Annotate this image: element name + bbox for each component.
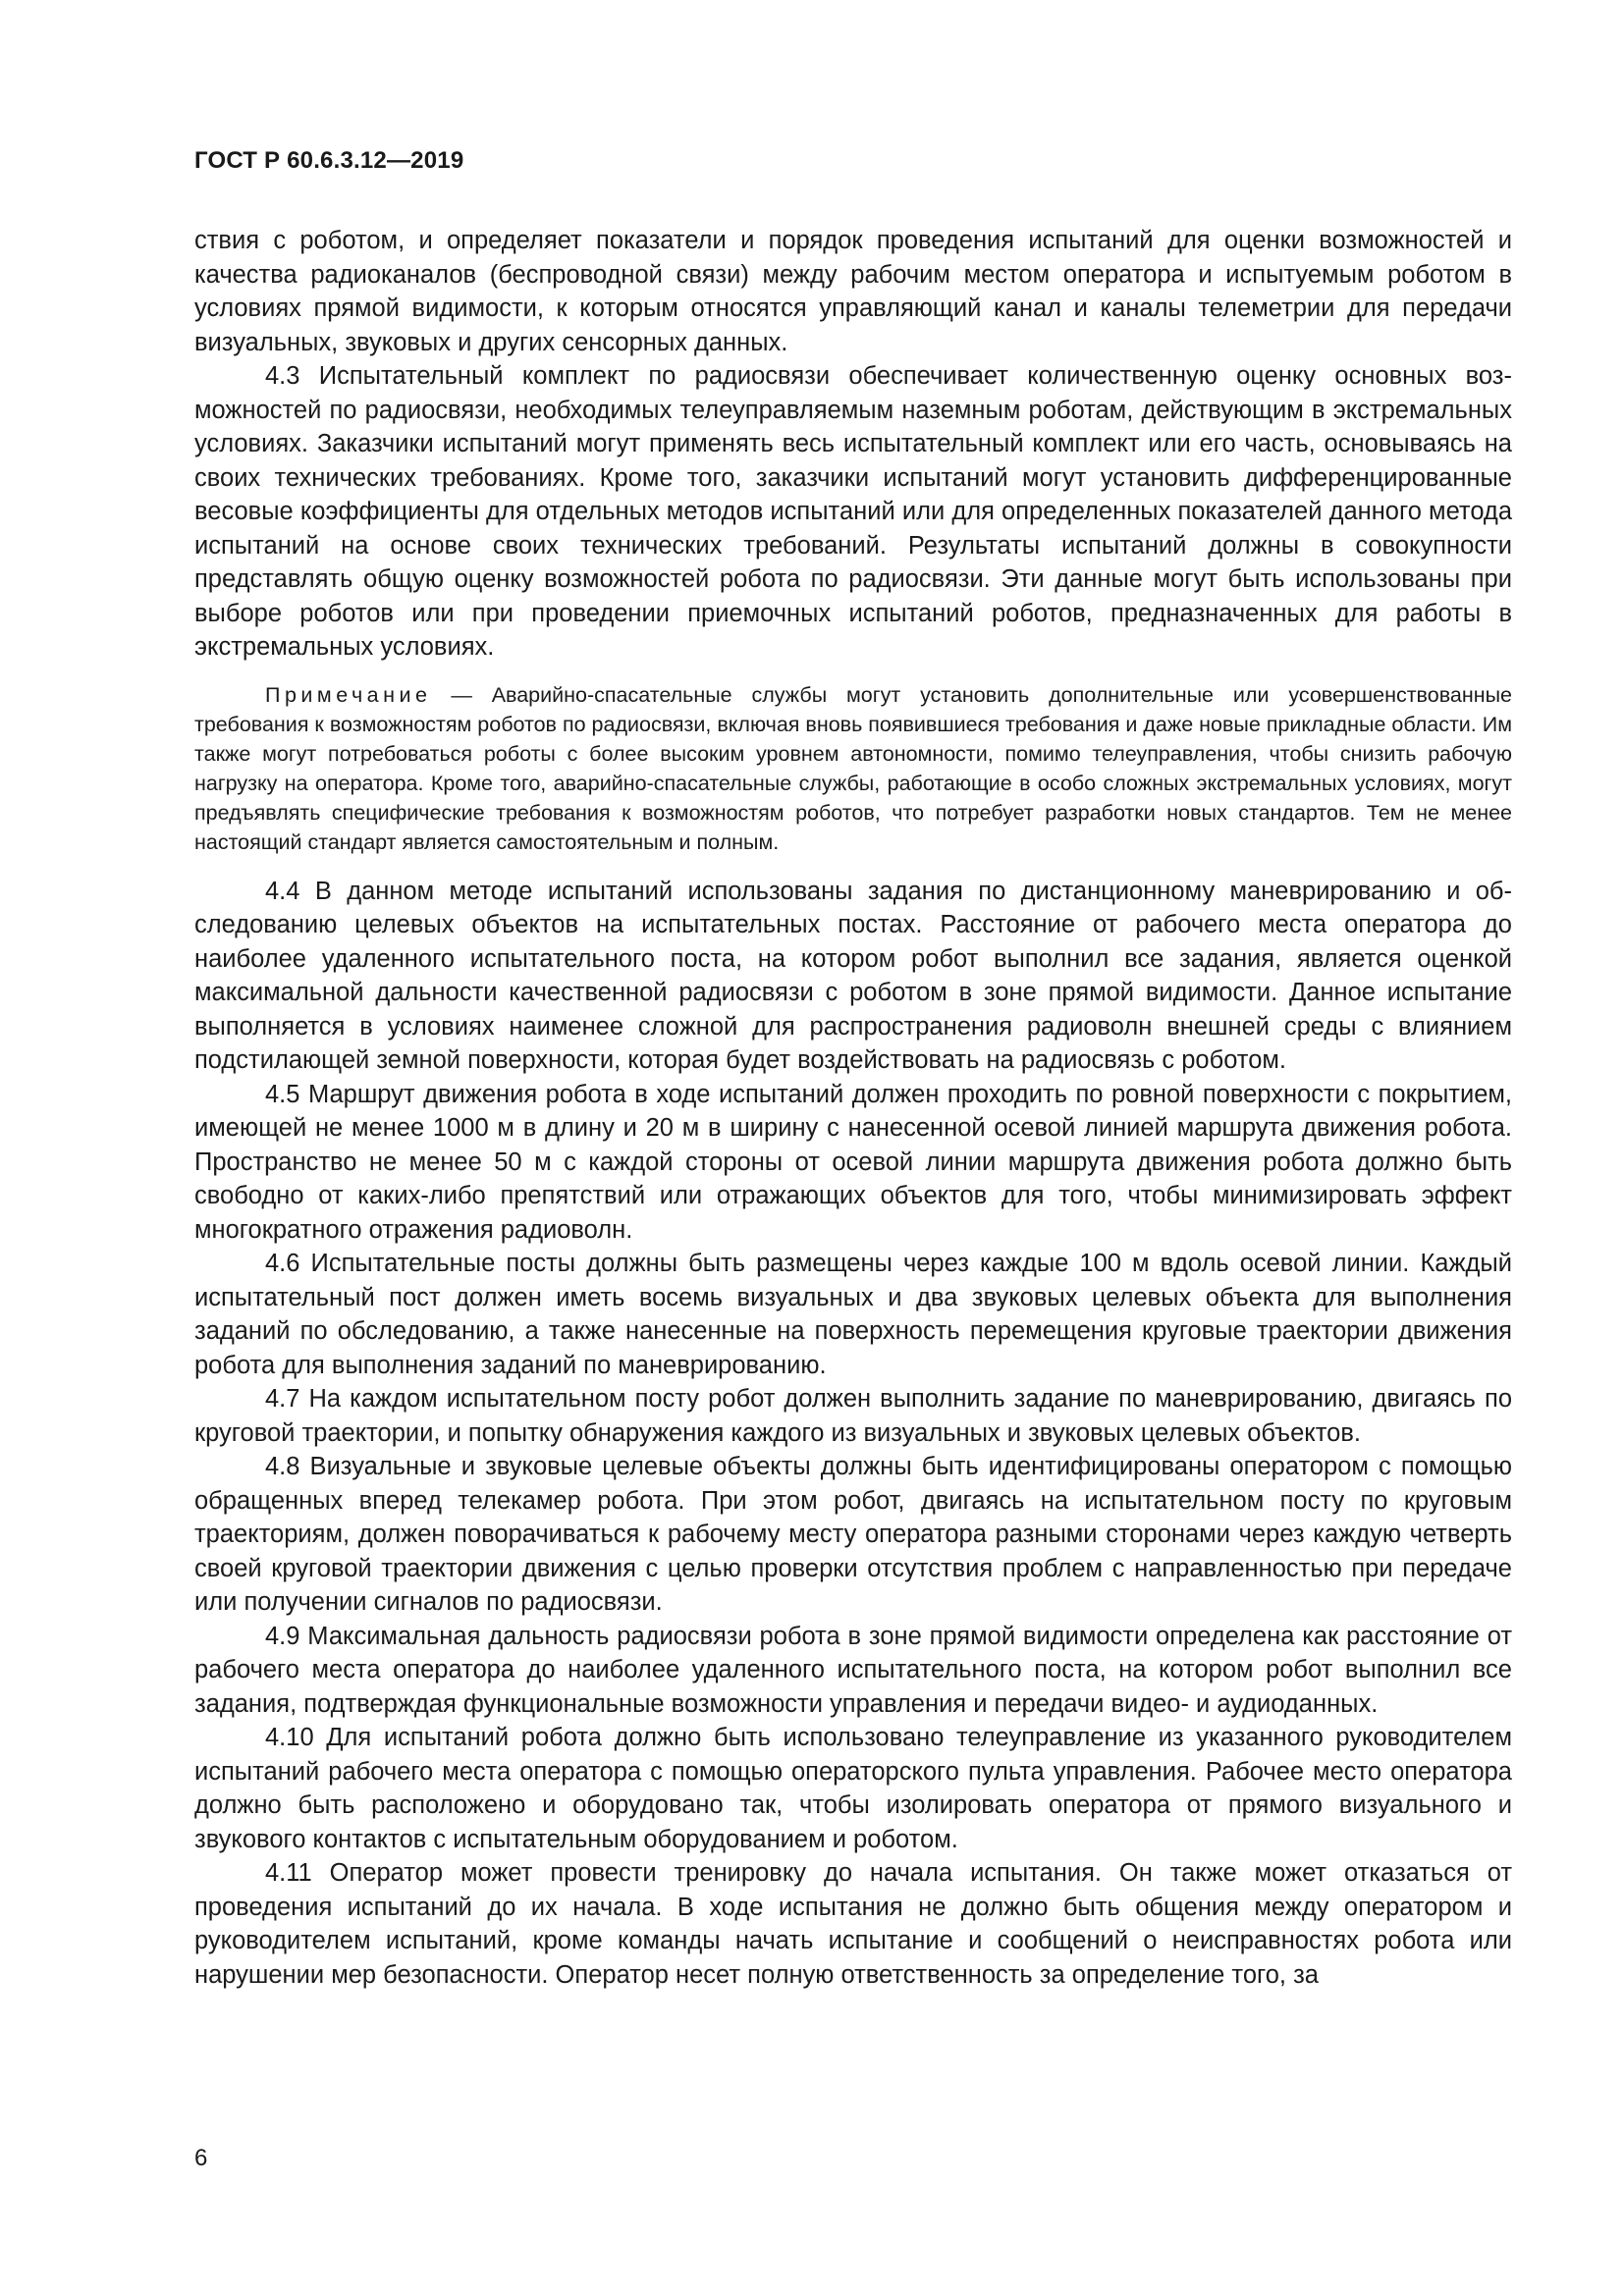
page-number: 6 [194,2145,208,2171]
clause-4-5: 4.5 Маршрут движения робота в ходе испытаний должен проходить по ровной поверхности с покрытием, имеющей не менее 1000 м в длину и 20 м в ширину с нанесенной осевой линией маршрута движения робота. Пространство не менее 50 м с каждой стороны от осевой линии маршрута движения робота должно быть свободно от каких-либо препятствий или отражающих объектов для того, чтобы минимизировать эффект многократного отражения радиоволн. [194,1080,1512,1244]
clause-4-8: 4.8 Визуальные и звуковые целевые объекты должны быть идентифицированы оператором с помощью обращенных вперед телекамер робота. При этом робот, двигаясь на испытательном посту по круговым траекториям, должен поворачиваться к рабочему месту оператора разными сторонами через каждую четверть своей круговой траектории движения с целью проверки отсутствия проблем с направленностью при передаче или получении сигналов по радиосвязи. [194,1453,1512,1616]
clause-4-7: 4.7 На каждом испытательном посту робот должен выполнить задание по маневрированию, двигаясь по круговой траектории, и попытку обнаружения каждого из визуальных и звуковых целевых объектов. [194,1385,1512,1447]
paragraph-continuation: ствия с роботом, и определяет показатели и порядок проведения испытаний для оценки возможностей и качества радиоканалов (беспроводной связи) между рабочим местом оператора и испытуемым роботом в условиях прямой видимости, к которым относятся управляющий канал и каналы телеметрии для передачи визуальных, звуковых и других сенсорных данных. [194,227,1512,356]
clause-4-11: 4.11 Оператор может провести тренировку до начала испытания. Он также может отказаться от проведения испытаний до их начала. В ходе испытания не должно быть общения между оператором и руководителем испытаний, кроме команды начать испытание и сообщений о неисправностях робота или нарушении мер безопасности. Оператор несет полную ответственность за определение того, за [194,1859,1512,1989]
note [194,680,1512,857]
note-label: Примечание [265,682,432,707]
document-header: ГОСТ Р 60.6.3.12—2019 [194,147,464,174]
clause-4-4: 4.4 В данном методе испытаний использованы задания по дистанционному маневрированию и обследованию целевых объектов на испытательных постах. Расстояние от рабочего места оператора до наиболее удаленного испытательного поста, на котором робот выполнил все задания, является оценкой максимальной дальности качественной радиосвязи с роботом в зоне прямой видимости. Данное испытание выполняется в условиях наименее сложной для распространения радиоволн внешней среды с влиянием подстилающей земной поверхности, которая будет воздействовать на радиосвязь с роботом. [194,877,1512,1074]
clause-4-10: 4.10 Для испытаний робота должно быть использовано телеуправление из указанного руководителем испытаний рабочего места оператора с помощью операторского пульта управления. Рабочее место оператора должно быть расположено и оборудовано так, чтобы изолировать оператора от прямого визуального и звукового контактов с испытательным оборудованием и роботом. [194,1724,1512,1853]
document-body [194,224,1512,1992]
clause-4-6: 4.6 Испытательные посты должны быть размещены через каждые 100 м вдоль осевой линии. Каждый испытательный пост должен иметь восемь визуальных и два звуковых целевых объекта для выполнения заданий по обследованию, а также нанесенные на поверхность перемещения круговые траектории движения робота для выполнения заданий по маневрированию. [194,1250,1512,1379]
clause-4-3: 4.3 Испытательный комплект по радиосвязи обеспечивает количественную оценку основных возможностей по радиосвязи, необходимых телеуправляемым наземным роботам, действующим в экстремальных условиях. Заказчики испытаний могут применять весь испытательный комплект или его часть, основываясь на своих технических требованиях. Кроме того, заказчики испытаний могут установить дифференцированные весовые коэффициенты для отдельных методов испытаний или для определенных показателей данного метода испытаний на основе своих технических требований. Результаты испытаний должны в совокупности представлять общую оценку возможностей робота по радиосвязи. Эти данные могут быть использованы при выборе роботов или при проведении приемочных испытаний роботов, предназначенных для работы в экстремальных условиях. [194,362,1512,661]
note-text: — Аварийно-спасательные службы могут установить дополнительные или усовершенствованные требования к возможностям роботов по радиосвязи, включая вновь появившиеся требования и даже новые прикладные области. Им также могут потребоваться роботы с более высоким уровнем автономности, помимо телеуправления, чтобы снизить рабочую нагрузку на оператора. Кроме того, аварийно-спасательные службы, работающие в особо сложных экстремальных условиях, могут предъявлять специфические требования к возможностям роботов, что потребует разработки новых стандартов. Тем не менее настоящий стандарт является самостоятельным и полным. [194,682,1512,854]
clause-4-9: 4.9 Максимальная дальность радиосвязи робота в зоне прямой видимости определена как расстояние от рабочего места оператора до наиболее удаленного испытательного поста, на котором робот выполнил все задания, подтверждая функциональные возможности управления и передачи видео- и аудиоданных. [194,1622,1512,1718]
